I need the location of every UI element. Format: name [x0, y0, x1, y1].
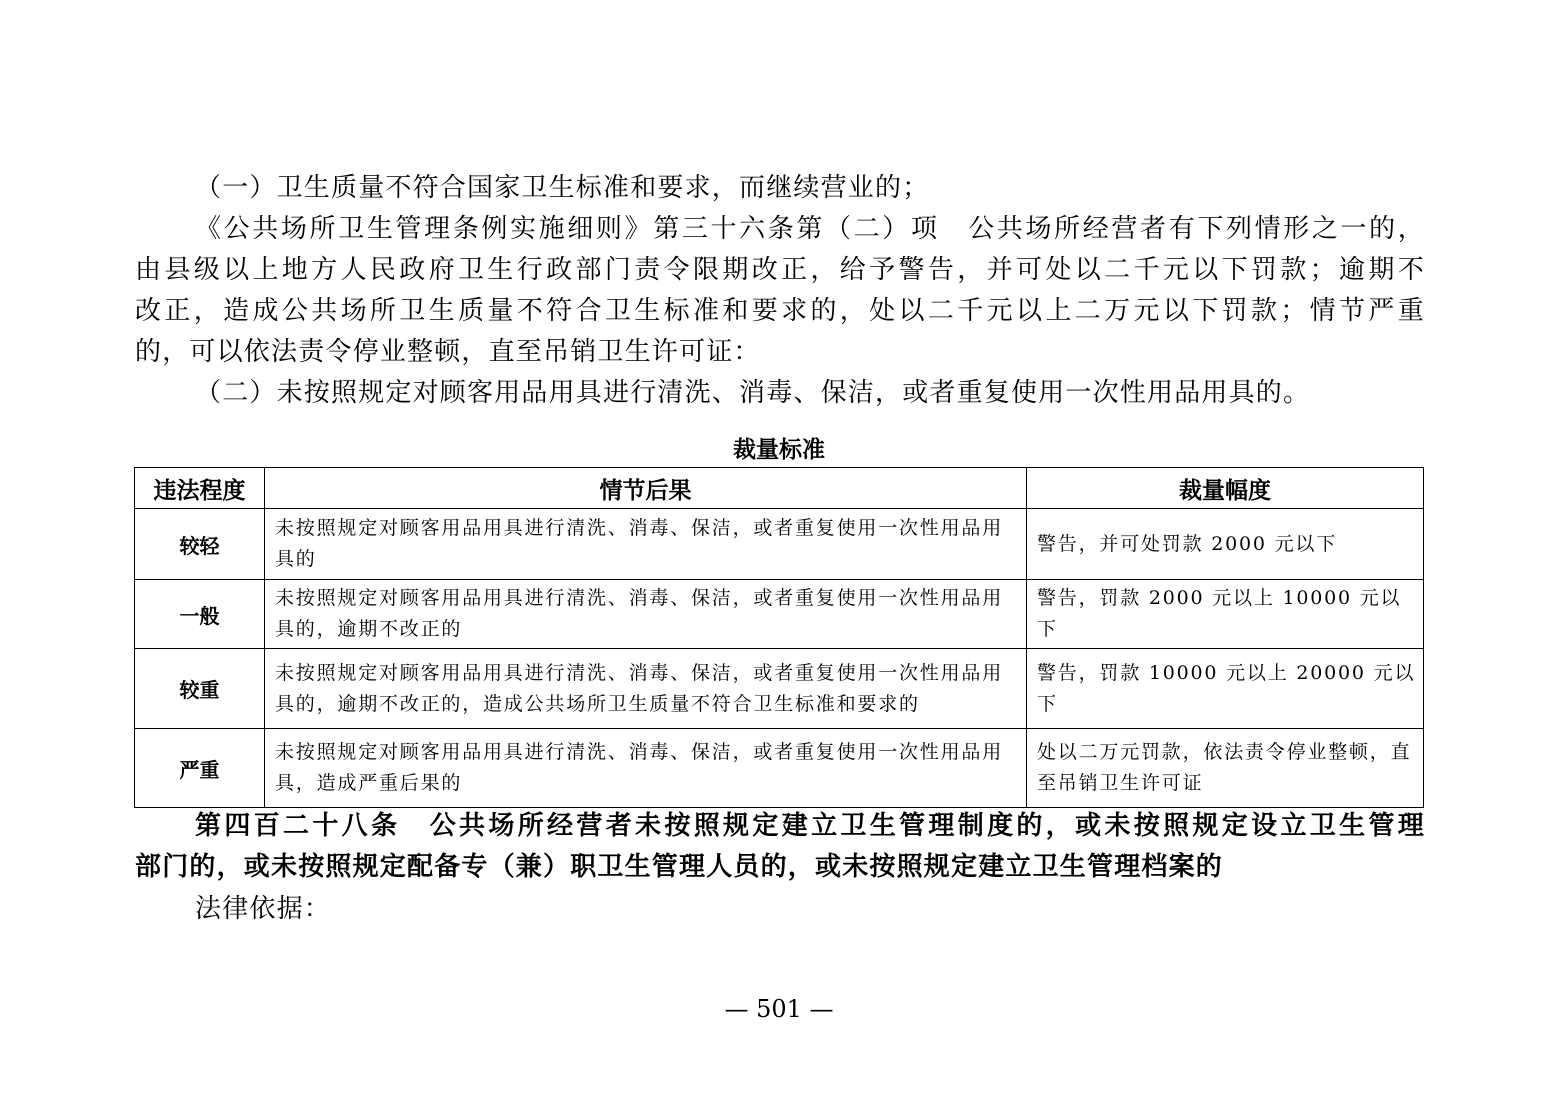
header-discretion-range: 裁量幅度 [1027, 468, 1424, 509]
level-cell: 较轻 [135, 509, 265, 580]
basis-paragraph [135, 209, 1425, 373]
consequence-cell: 未按照规定对顾客用品用具进行清洗、消毒、保洁，或者重复使用一次性用品用具的，逾期不改正的，造成公共场所卫生质量不符合卫生标准和要求的 [265, 649, 1027, 729]
page-number: — 501 — [724, 995, 834, 1023]
article-heading [135, 806, 1425, 888]
level-cell: 较重 [135, 649, 265, 729]
consequence-cell: 未按照规定对顾客用品用具进行清洗、消毒、保洁，或者重复使用一次性用品用具的 [265, 509, 1027, 580]
level-cell: 严重 [135, 729, 265, 808]
basis-line-1: 《公共场所卫生管理条例实施细则》第三十六条第（二）项 公共场所经营者有下列情形之一的， [195, 214, 1425, 244]
article-line-1: 第四百二十八条 公共场所经营者未按照规定建立卫生管理制度的，或未按照规定设立卫生管理 [195, 811, 1425, 841]
table-caption: 裁量标准 [733, 437, 825, 463]
header-circumstance-consequence: 情节后果 [265, 468, 1027, 509]
item-one-text: （一）卫生质量不符合国家卫生标准和要求，而继续营业的； [195, 173, 930, 203]
item-two-text: （二）未按照规定对顾客用品用具进行清洗、消毒、保洁，或者重复使用一次性用品用具的。 [195, 378, 1311, 408]
consequence-cell: 未按照规定对顾客用品用具进行清洗、消毒、保洁，或者重复使用一次性用品用具，造成严重后果的 [265, 729, 1027, 808]
table-row [135, 580, 1424, 649]
item-one-paragraph [135, 168, 1425, 209]
table-row [135, 729, 1424, 808]
article-line-2: 部门的，或未按照规定配备专（兼）职卫生管理人员的，或未按照规定建立卫生管理档案的 [135, 852, 1224, 882]
basis-line-3: 改正，造成公共场所卫生质量不符合卫生标准和要求的，处以二千元以上二万元以下罚款；情节严重 [135, 296, 1425, 326]
range-cell: 处以二万元罚款，依法责令停业整顿，直至吊销卫生许可证 [1027, 729, 1424, 808]
range-cell: 警告，罚款 2000 元以上 10000 元以下 [1027, 580, 1424, 649]
basis-line-4: 的，可以依法责令停业整顿，直至吊销卫生许可证： [135, 337, 761, 367]
header-violation-degree: 违法程度 [135, 468, 265, 509]
discretion-standard-table [134, 467, 1424, 808]
basis-line-2: 由县级以上地方人民政府卫生行政部门责令限期改正，给予警告，并可处以二千元以下罚款；逾期不 [135, 255, 1425, 285]
consequence-cell: 未按照规定对顾客用品用具进行清洗、消毒、保洁，或者重复使用一次性用品用具的，逾期不改正的 [265, 580, 1027, 649]
level-cell: 一般 [135, 580, 265, 649]
item-two-paragraph [135, 373, 1425, 414]
legal-basis-paragraph [135, 889, 1425, 930]
legal-basis-label: 法律依据： [195, 894, 332, 924]
table-header-row [135, 468, 1424, 509]
range-cell: 警告，并可处罚款 2000 元以下 [1027, 509, 1424, 580]
range-cell: 警告，罚款 10000 元以上 20000 元以下 [1027, 649, 1424, 729]
table-row [135, 649, 1424, 729]
table-row [135, 509, 1424, 580]
